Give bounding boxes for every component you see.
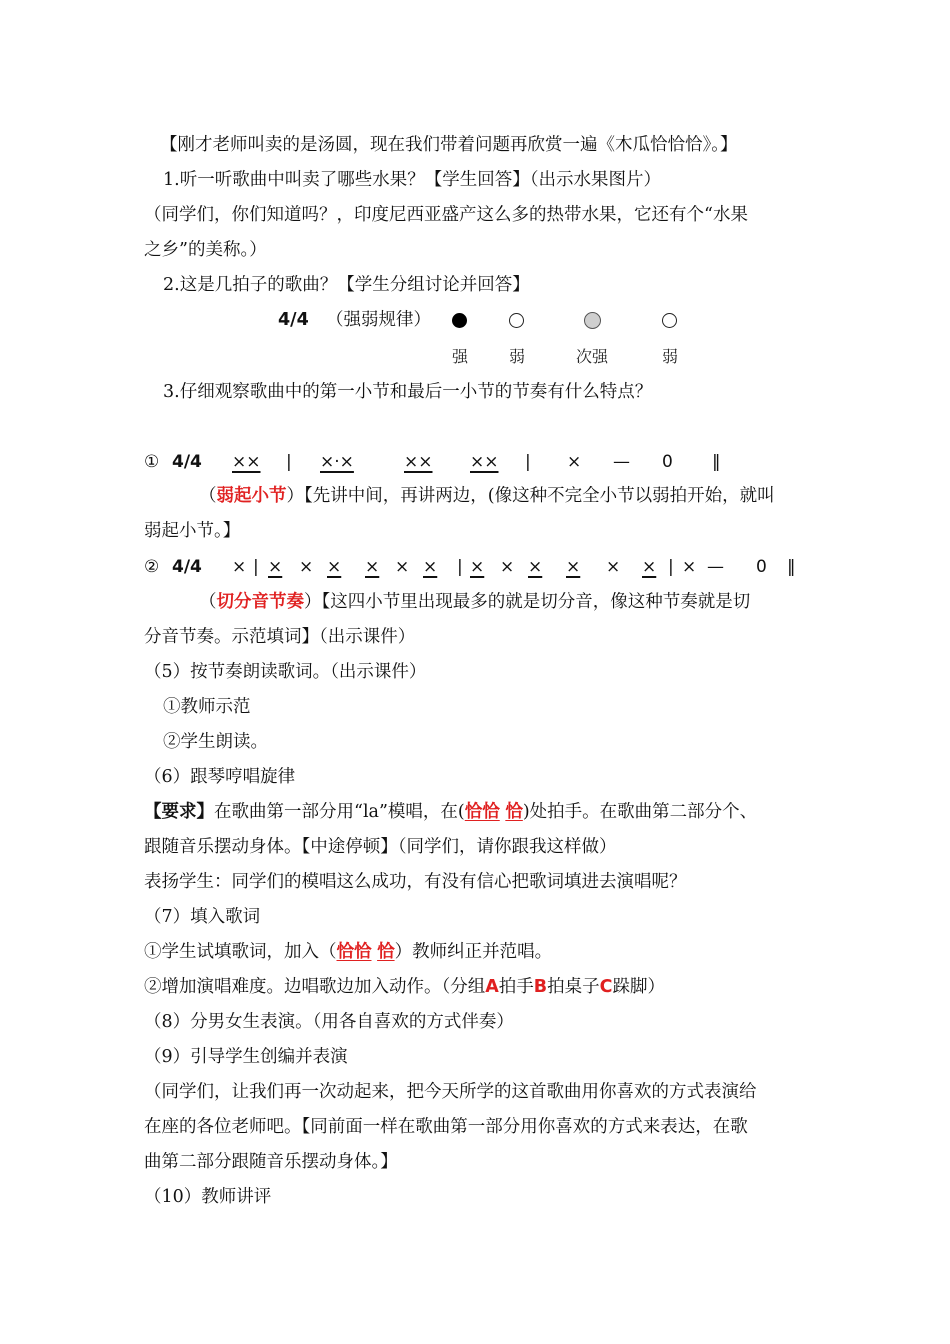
meter-rule-label: （强弱规律） (326, 310, 431, 330)
rhythm-note: × (528, 557, 543, 577)
rest: 0 (756, 557, 767, 577)
rhythm-note: × (682, 557, 697, 577)
rhythm-note: ×× (232, 452, 261, 472)
step-7-item-1: ①学生试填歌词，加入（恰恰 恰）教师纠正并范唱。 (144, 942, 553, 962)
note-line-2: 之乡”的美称。） (144, 240, 267, 260)
praise-line: 表扬学生：同学们的模唱这么成功，有没有信心把歌词填进去演唱呢？ (144, 872, 687, 892)
question-3: 3.仔细观察歌曲中的第一小节和最后一小节的节奏有什么特点？ (163, 382, 653, 402)
beat-label-weak: 弱 (662, 347, 679, 366)
rhythm-note: × (423, 557, 438, 577)
rest: 0 (662, 452, 673, 472)
beat-label-weak: 弱 (509, 347, 526, 366)
pickup-measure-line-2: 弱起小节。】 (144, 521, 241, 541)
barline: | (525, 452, 531, 472)
rhythm-note: × (567, 452, 582, 472)
rhythm-note: ×·× (320, 452, 354, 472)
step-6-title: （6）跟琴哼唱旋律 (144, 767, 296, 787)
barline: | (286, 452, 292, 472)
step-10-title: （10）教师讲评 (144, 1187, 272, 1207)
closing-line-3: 曲第二部分跟随音乐摆动身体。】 (144, 1152, 398, 1172)
requirement-line-1: 【要求】在歌曲第一部分用“la”模唱，在(恰恰 恰)处拍手。在歌曲第二部分个、 (144, 802, 758, 822)
term-pickup-measure: 弱起小节 (216, 486, 287, 506)
step-8-title: （8）分男女生表演。（用各自喜欢的方式伴奏） (144, 1012, 514, 1032)
rhythm-note: × (327, 557, 342, 577)
rhythm-1-number: ① (144, 452, 160, 472)
dash: — (707, 557, 724, 577)
rhythm-note: ×× (470, 452, 499, 472)
question-2: 2.这是几拍子的歌曲？【学生分组讨论并回答】 (163, 275, 530, 295)
rhythm-note: × (299, 557, 314, 577)
closing-line-2: 在座的各位老师吧。【同前面一样在歌曲第一部分用你喜欢的方式来表达，在歌 (144, 1117, 748, 1137)
step-5-item-1: ①教师示范 (163, 697, 251, 717)
rhythm-note: × (365, 557, 380, 577)
paragraph-intro: 【刚才老师叫卖的是汤圆，现在我们带着问题再欣赏一遍《木瓜恰恰恰》。】 (160, 135, 738, 155)
final-barline: ‖ (787, 557, 796, 577)
rhythm-note: × (606, 557, 621, 577)
term-syncopation: 切分音节奏 (216, 592, 304, 612)
beat-label-medium-strong: 次强 (576, 347, 609, 366)
requirement-line-2: 跟随音乐摆动身体。【中途停顿】（同学们，请你跟我这样做） (144, 837, 617, 857)
requirement-heading: 【要求】 (144, 802, 214, 822)
pickup-measure-line-1: （弱起小节）【先讲中间，再讲两边，(像这种不完全小节以弱拍开始，就叫 (199, 486, 775, 506)
highlight-cha: 恰 (377, 942, 395, 962)
syncopation-line-2: 分音节奏。示范填词】（出示课件） (144, 627, 416, 647)
rhythm-note: × (642, 557, 657, 577)
rhythm-note: × (500, 557, 515, 577)
medium-strong-beat-circle (584, 312, 601, 329)
rhythm-1-time: 4/4 (172, 452, 202, 472)
group-a-label: A (485, 977, 499, 997)
dash: — (613, 452, 630, 472)
rhythm-note: ×× (404, 452, 433, 472)
rhythm-2-number: ② (144, 557, 160, 577)
strong-beat-dot (452, 313, 467, 328)
weak-beat-circle (662, 313, 677, 328)
rhythm-note: × (268, 557, 283, 577)
highlight-chacha: 恰恰 (464, 802, 500, 822)
rhythm-note: × (470, 557, 485, 577)
note-line-1: （同学们，你们知道吗？，印度尼西亚盛产这么多的热带水果，它还有个“水果 (144, 205, 748, 225)
rhythm-note: × (566, 557, 581, 577)
barline: | (457, 557, 463, 577)
step-5-item-2: ②学生朗读。 (163, 732, 268, 752)
group-c-label: C (599, 977, 613, 997)
step-7-title: （7）填入歌词 (144, 907, 261, 927)
step-9-title: （9）引导学生创编并表演 (144, 1047, 348, 1067)
barline: | (253, 557, 259, 577)
closing-line-1: （同学们，让我们再一次动起来，把今天所学的这首歌曲用你喜欢的方式表演给 (144, 1082, 757, 1102)
weak-beat-circle (509, 313, 524, 328)
group-b-label: B (533, 977, 548, 997)
final-barline: ‖ (712, 452, 721, 472)
meter-time-signature: 4/4 (278, 310, 309, 330)
syncopation-line-1: （切分音节奏）【这四小节里出现最多的就是切分音，像这种节奏就是切 (199, 592, 751, 612)
step-7-item-2: ②增加演唱难度。边唱歌边加入动作。（分组A拍手B拍桌子C跺脚） (144, 977, 665, 997)
question-1: 1.听一听歌曲中叫卖了哪些水果？【学生回答】（出示水果图片） (163, 170, 661, 190)
rhythm-note: × (395, 557, 410, 577)
rhythm-2-time: 4/4 (172, 557, 202, 577)
highlight-chacha: 恰恰 (336, 942, 372, 962)
rhythm-note: × (232, 557, 247, 577)
highlight-cha: 恰 (505, 802, 523, 822)
beat-label-strong: 强 (452, 347, 469, 366)
barline: | (668, 557, 674, 577)
step-5-title: （5）按节奏朗读歌词。（出示课件） (144, 662, 427, 682)
